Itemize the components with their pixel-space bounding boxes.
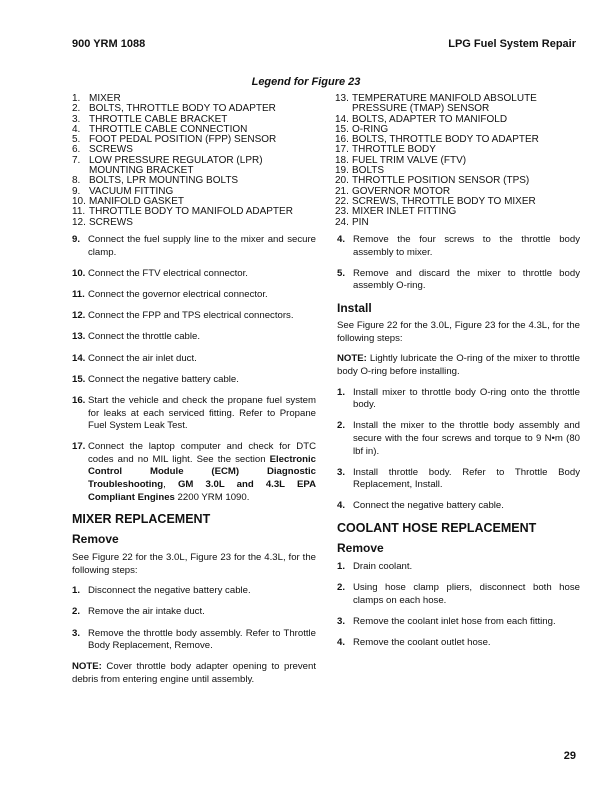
legend-item-label: MANIFOLD GASKET xyxy=(89,195,185,207)
running-header-right: LPG Fuel System Repair xyxy=(448,38,576,50)
step-item xyxy=(72,441,316,504)
legend-item-label: THROTTLE BODY xyxy=(352,144,436,156)
legend-item-number: 8. xyxy=(72,175,81,187)
step-number: 1. xyxy=(337,560,346,572)
step17-text-post: 2200 YRM 1090. xyxy=(174,491,250,503)
left-column xyxy=(72,234,316,695)
page-number: 29 xyxy=(563,750,576,762)
mixer-intro: See Figure 22 for the 3.0L, Figure 23 for the 4.3L, for the following steps: xyxy=(72,552,316,576)
step-text: Connect the negative battery cable. xyxy=(353,500,504,512)
install-heading: Install xyxy=(337,300,372,315)
step-text: Connect the fuel supply line to the mixer and secure clamp. xyxy=(88,234,316,258)
legend-item-number: 7. xyxy=(72,154,81,166)
legend-left-column xyxy=(72,94,312,228)
step-item xyxy=(337,582,580,607)
step-item xyxy=(72,353,316,366)
legend-item-label: FOOT PEDAL POSITION (FPP) SENSOR xyxy=(89,134,277,146)
step-text: Connect the air inlet duct. xyxy=(88,352,197,364)
legend-item-label: PIN xyxy=(352,216,369,228)
mixer-replacement-heading: MIXER REPLACEMENT xyxy=(72,511,211,526)
legend-item-number: 20. xyxy=(335,175,349,187)
mixer-remove-heading: Remove xyxy=(72,532,119,547)
step-item xyxy=(72,395,316,433)
step-text: Install mixer to throttle body O-ring onto the throttle body. xyxy=(353,386,580,411)
legend-item-number: 13. xyxy=(335,93,349,104)
step-number: 16. xyxy=(72,394,86,406)
legend-item-number: 10. xyxy=(72,195,86,207)
legend-item-number: 18. xyxy=(335,154,349,166)
legend-item-number: 12. xyxy=(72,216,86,228)
legend-item-label: BOLTS, LPR MOUNTING BOLTS xyxy=(89,175,239,187)
step-number: 2. xyxy=(337,420,346,432)
legend-item-label: SCREWS xyxy=(89,144,133,156)
step-item xyxy=(72,310,316,323)
step-number: 14. xyxy=(72,352,86,364)
step-text: Connect the governor electrical connector. xyxy=(88,288,268,300)
note-text: Lightly lubricate the O-ring of the mixer to throttle body O-ring before installing. xyxy=(337,353,580,377)
step-number: 2. xyxy=(337,582,346,594)
legend-item-number: 23. xyxy=(335,206,349,218)
step-text: Remove the air intake duct. xyxy=(88,606,205,618)
legend-item-label: LOW PRESSURE REGULATOR (LPR) MOUNTING BRACKET xyxy=(89,154,263,177)
legend-item-label: VACUUM FITTING xyxy=(89,185,174,197)
step-text: Connect the throttle cable. xyxy=(88,331,200,343)
step-number: 1. xyxy=(72,585,81,597)
legend-item-number: 5. xyxy=(72,134,81,146)
legend-item-label: THROTTLE POSITION SENSOR (TPS) xyxy=(352,175,530,187)
step-item xyxy=(72,331,316,344)
step-number: 1. xyxy=(337,386,346,398)
coolant-remove-heading: Remove xyxy=(337,541,384,556)
mixer-remove-step-list-continued xyxy=(337,234,580,293)
legend-item-label: THROTTLE CABLE CONNECTION xyxy=(89,123,248,135)
step-text: Disconnect the negative battery cable. xyxy=(88,585,251,597)
legend-right-column xyxy=(335,94,580,228)
install-step-list xyxy=(337,387,580,514)
step-text: Install throttle body. Refer to Throttle Body Replacement, Install. xyxy=(353,466,580,491)
legend-item xyxy=(335,207,580,217)
note-text: Cover throttle body adapter opening to prevent debris from entering engine until assembly. xyxy=(72,661,316,685)
install-note xyxy=(337,353,580,378)
legend-item-label: MIXER INLET FITTING xyxy=(352,206,457,218)
legend-item xyxy=(335,218,580,228)
step-item xyxy=(72,628,316,653)
step-item xyxy=(337,268,580,293)
step-number: 11. xyxy=(72,288,85,300)
step17-ref-gm: GM 3.0L and 4.3L EPA Compliant Engines xyxy=(88,479,316,503)
step-text: Install the mixer to the throttle body assembly and secure with the four screws and torque to 9 N•m (80 lbf in). xyxy=(353,420,580,457)
legend-item-number: 21. xyxy=(335,185,349,197)
step-text: Using hose clamp pliers, disconnect both hose clamps on each hose. xyxy=(353,582,580,606)
legend-item-label: MIXER xyxy=(89,93,121,104)
legend-item-label: BOLTS, ADAPTER TO MANIFOLD xyxy=(352,113,508,125)
legend-item-label: TEMPERATURE MANIFOLD ABSOLUTE PRESSURE (TMAP) SENSOR xyxy=(352,93,537,115)
step-number: 4. xyxy=(337,500,346,512)
step-item xyxy=(337,387,580,412)
legend-item-label: BOLTS, THROTTLE BODY TO ADAPTER xyxy=(352,134,539,146)
step-number: 17. xyxy=(72,441,86,453)
legend-item-label: O-RING xyxy=(352,123,389,135)
step17-text-mid: , xyxy=(163,479,178,491)
step-item xyxy=(337,420,580,458)
legend-item-number: 6. xyxy=(72,144,81,156)
step-number: 3. xyxy=(337,466,346,478)
step-number: 10. xyxy=(72,267,86,279)
legend-title: Legend for Figure 23 xyxy=(251,76,361,88)
step-item xyxy=(72,289,316,302)
mixer-note xyxy=(72,661,316,686)
legend-item-label: THROTTLE BODY TO MANIFOLD ADAPTER xyxy=(89,206,293,218)
step-number: 2. xyxy=(72,606,81,618)
legend-item-label: SCREWS xyxy=(89,216,133,228)
step-text: Remove and discard the mixer to throttle body assembly O-ring. xyxy=(353,267,580,292)
coolant-hose-heading: COOLANT HOSE REPLACEMENT xyxy=(337,520,537,535)
legend-item-number: 15. xyxy=(335,123,349,135)
step-text: Start the vehicle and check the propane fuel system for leaks at each serviced fitting. Refer to Propane Fuel System Leak Test. xyxy=(88,394,316,432)
right-column xyxy=(337,234,580,658)
legend-item-number: 4. xyxy=(72,123,81,135)
step-number: 4. xyxy=(337,637,346,648)
legend-item-number: 3. xyxy=(72,113,81,125)
step-item xyxy=(337,234,580,259)
note-label: NOTE: xyxy=(72,661,102,673)
step-text: Remove the four screws to the throttle body assembly to mixer. xyxy=(353,234,580,258)
legend-item-number: 2. xyxy=(72,103,81,115)
legend-item xyxy=(335,94,580,115)
legend-item xyxy=(72,156,312,177)
reinstall-step-list xyxy=(72,234,316,433)
legend-item-label: FUEL TRIM VALVE (FTV) xyxy=(352,154,467,166)
step-number: 3. xyxy=(337,615,346,627)
step-number: 9. xyxy=(72,234,81,245)
legend-item-number: 9. xyxy=(72,185,81,197)
step-text: Connect the FPP and TPS electrical connectors. xyxy=(88,310,294,322)
step-item xyxy=(72,268,316,281)
step17-ref-ecm: Electronic Control Module (ECM) Diagnostic Troubleshooting xyxy=(88,453,316,491)
step17-text-pre: Connect the laptop computer and check for DTC codes and no MIL light. See the section xyxy=(88,441,316,465)
step-item xyxy=(72,374,316,387)
legend-item-number: 14. xyxy=(335,113,349,125)
step-number: 15. xyxy=(72,373,86,385)
step-item xyxy=(72,585,316,598)
step-text: Connect the negative battery cable. xyxy=(88,373,239,385)
step-item xyxy=(337,616,580,629)
install-intro: See Figure 22 for the 3.0L, Figure 23 for the 4.3L, for the following steps: xyxy=(337,320,580,344)
legend-item-number: 11. xyxy=(72,206,86,218)
legend-item-number: 22. xyxy=(335,195,349,207)
step-number: 13. xyxy=(72,331,86,343)
legend-item-label: BOLTS, THROTTLE BODY TO ADAPTER xyxy=(89,103,276,115)
step-text: Connect the FTV electrical connector. xyxy=(88,267,248,279)
note-label: NOTE: xyxy=(337,353,367,365)
step-number: 5. xyxy=(337,267,346,279)
step-text: Remove the coolant inlet hose from each fitting. xyxy=(353,615,556,627)
legend-item-label: BOLTS xyxy=(352,165,385,177)
legend-item xyxy=(72,218,312,228)
step-number: 4. xyxy=(337,234,346,245)
mixer-remove-step-list xyxy=(72,585,316,653)
step-text: Remove the throttle body assembly. Refer to Throttle Body Replacement, Remove. xyxy=(88,627,316,652)
legend-item-number: 24. xyxy=(335,216,349,228)
coolant-remove-step-list xyxy=(337,561,580,650)
legend-item-number: 16. xyxy=(335,134,349,146)
step-item xyxy=(337,500,580,513)
legend-item-number: 1. xyxy=(72,93,81,104)
step-item xyxy=(337,467,580,492)
legend-item-number: 19. xyxy=(335,165,349,177)
step-text: Drain coolant. xyxy=(353,560,413,572)
step-number: 3. xyxy=(72,627,81,639)
step-item xyxy=(72,606,316,619)
legend-item-label: GOVERNOR MOTOR xyxy=(352,185,451,197)
step-item xyxy=(72,234,316,259)
step-text xyxy=(88,441,316,504)
step-number: 12. xyxy=(72,310,86,322)
step-text: Remove the coolant outlet hose. xyxy=(353,637,491,648)
legend-item-number: 17. xyxy=(335,144,349,156)
step-item xyxy=(337,637,580,650)
running-header-left: 900 YRM 1088 xyxy=(72,38,146,50)
legend-item-label: THROTTLE CABLE BRACKET xyxy=(89,113,228,125)
step-item xyxy=(337,561,580,574)
legend-item-label: SCREWS, THROTTLE BODY TO MIXER xyxy=(352,195,536,207)
